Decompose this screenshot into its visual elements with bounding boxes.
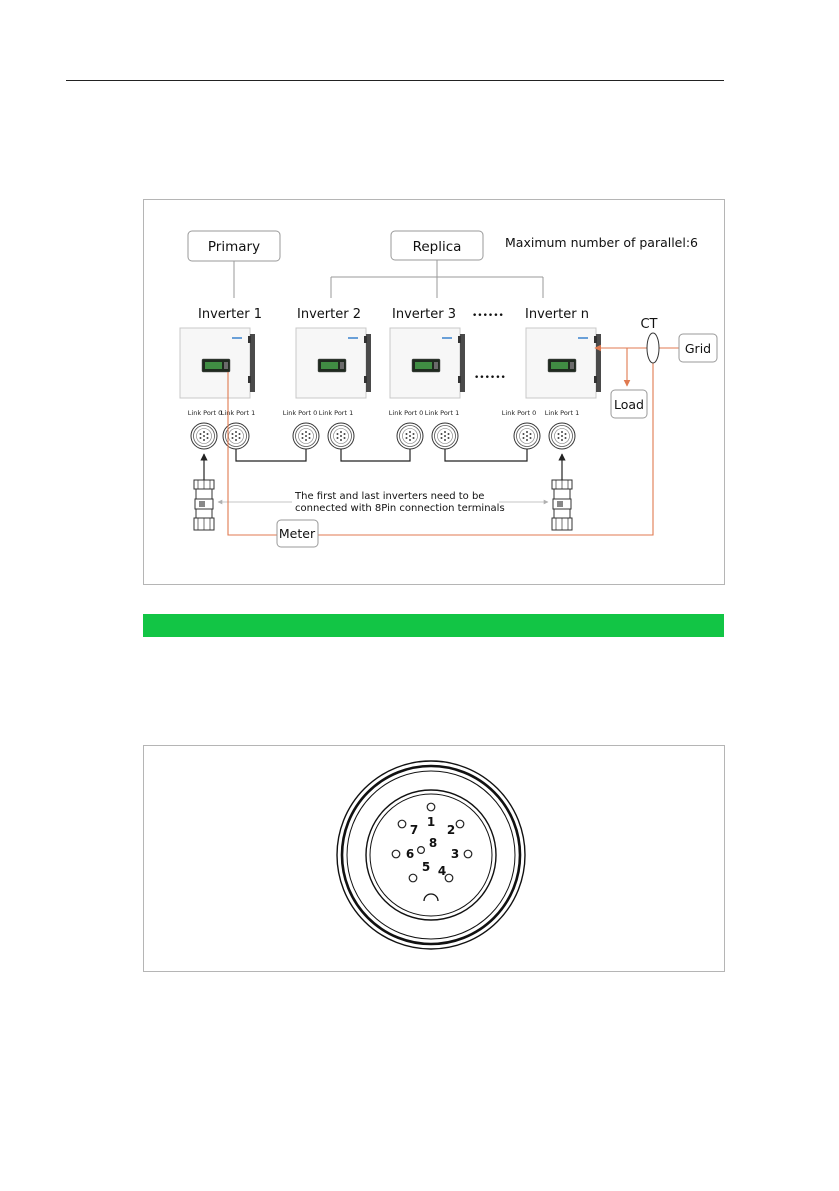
terminal-note-line-1: The first and last inverters need to be <box>295 491 485 502</box>
dots-middle: •••••• <box>474 373 506 383</box>
inverter-n-unit <box>526 328 601 398</box>
pin-8-label: 8 <box>428 836 438 850</box>
inverter-2-label: Inverter 2 <box>297 307 361 322</box>
dots-top: •••••• <box>472 311 504 321</box>
inv3-port0-label: Link Port 0 <box>388 409 424 417</box>
inv1-port0-label: Link Port 0 <box>187 409 223 417</box>
inverter-3-label: Inverter 3 <box>392 307 456 322</box>
inv2-port1 <box>328 423 354 449</box>
inv2-port0 <box>293 423 319 449</box>
pin-3-label: 3 <box>450 847 460 861</box>
primary-label-box <box>188 231 280 261</box>
inv3-port1 <box>432 423 458 449</box>
ct-ring <box>647 333 659 363</box>
meter-label: Meter <box>278 526 316 541</box>
terminal-plug-left <box>194 480 214 530</box>
replica-label-box <box>391 231 483 260</box>
terminal-note-line-2: connected with 8Pin connection terminals <box>295 503 505 514</box>
pin-7-label: 7 <box>409 823 419 837</box>
invn-port1 <box>549 423 575 449</box>
invn-port0-label: Link Port 0 <box>501 409 537 417</box>
inverter-n-label: Inverter n <box>525 307 589 322</box>
inv1-port0 <box>191 423 217 449</box>
grid-box <box>679 334 717 362</box>
inverter-2-unit <box>296 328 371 398</box>
pin-6-label: 6 <box>405 847 415 861</box>
meter-box <box>277 520 318 547</box>
max-parallel-note: Maximum number of parallel:6 <box>505 235 699 250</box>
load-box <box>611 390 647 418</box>
inv2-port0-label: Link Port 0 <box>282 409 318 417</box>
invn-port0 <box>514 423 540 449</box>
link-cables <box>236 449 527 461</box>
role-tree-lines <box>234 260 543 298</box>
pin-2-label: 2 <box>446 823 456 837</box>
inv1-port1-label: Link Port 1 <box>220 409 256 417</box>
pin-4-label: 4 <box>437 864 447 878</box>
header-rule <box>66 80 724 81</box>
inv3-port1-label: Link Port 1 <box>424 409 460 417</box>
connector-pinout-figure <box>143 745 725 972</box>
replica-label: Replica <box>412 239 462 255</box>
load-label: Load <box>614 397 644 412</box>
inverter-3-unit <box>390 328 465 398</box>
primary-label: Primary <box>207 239 261 255</box>
pin-5-label: 5 <box>421 860 431 874</box>
ct-label: CT <box>640 317 658 332</box>
terminal-plug-right <box>552 480 572 530</box>
parallel-connection-diagram <box>143 199 725 585</box>
connector-face <box>337 761 525 949</box>
grid-label: Grid <box>684 341 712 356</box>
invn-port1-label: Link Port 1 <box>544 409 580 417</box>
pin-1-label: 1 <box>426 815 436 829</box>
inverter-1-label: Inverter 1 <box>198 307 262 322</box>
inv1-port1 <box>223 423 249 449</box>
inverter-1-unit <box>180 328 255 398</box>
section-bar <box>143 614 724 637</box>
inv3-port0 <box>397 423 423 449</box>
inv2-port1-label: Link Port 1 <box>318 409 354 417</box>
